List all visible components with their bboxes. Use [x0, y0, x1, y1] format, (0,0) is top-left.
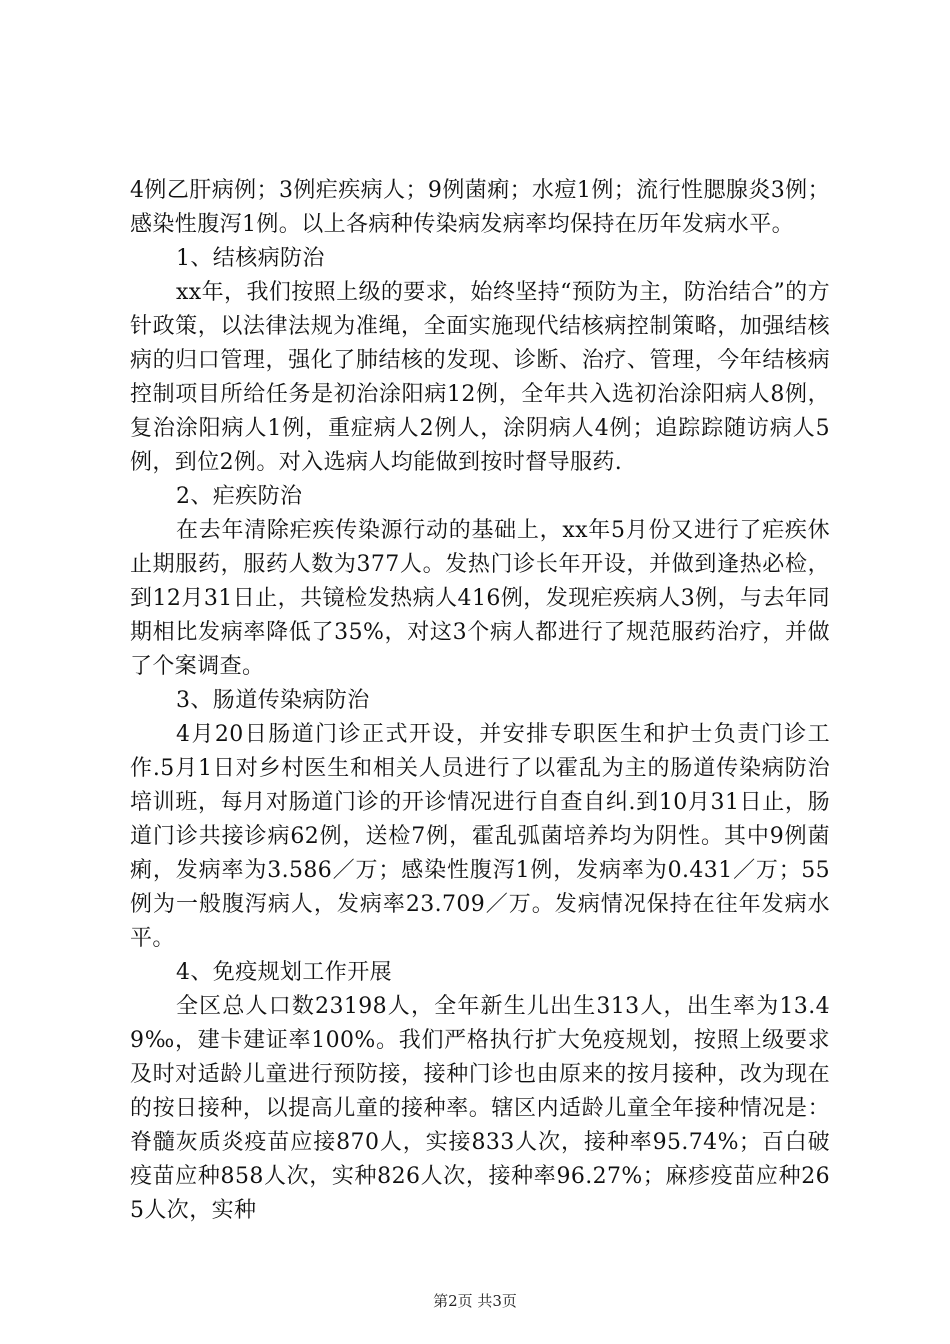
paragraph: 4例乙肝病例；3例疟疾病人；9例菌痢；水痘1例；流行性腮腺炎3例；感染性腹泻1例。以上各病种传染病发病率均保持在历年发病水平。	[130, 178, 830, 237]
section-heading: 4、免疫规划工作开展	[176, 960, 392, 985]
document-body	[130, 174, 830, 1228]
paragraph: 4月20日肠道门诊正式开设，并安排专职医生和护士负责门诊工作.5月1日对乡村医生和相关人员进行了以霍乱为主的肠道传染病防治培训班，每月对肠道门诊的开诊情况进行自查自纠.到10月31日止，肠道门诊共接诊病62例，送检7例，霍乱弧菌培养均为阴性。其中9例菌痢，发病率为3.586／万；感染性腹泻1例，发病率为0.431／万；55例为一般腹泻病人，发病率23.709／万。发病情况保持在往年发病水平。	[130, 722, 830, 951]
paragraph: xx年，我们按照上级的要求，始终坚持“预防为主，防治结合”的方针政策，以法律法规为准绳，全面实施现代结核病控制策略，加强结核病的归口管理，强化了肺结核的发现、诊断、治疗、管理，今年结核病控制项目所给任务是初治涂阳病12例，全年共入选初治涂阳病人8例，复治涂阳病人1例，重症病人2例人，涂阴病人4例；追踪踪随访病人5例，到位2例。对入选病人均能做到按时督导服药.	[130, 280, 830, 475]
section-heading: 2、疟疾防治	[176, 484, 303, 509]
paragraph: 在去年清除疟疾传染源行动的基础上，xx年5月份又进行了疟疾休止期服药，服药人数为377人。发热门诊长年开设，并做到逢热必检，到12月31日止，共镜检发热病人416例，发现疟疾病人3例，与去年同期相比发病率降低了35%，对这3个病人都进行了规范服药治疗，并做了个案调查。	[130, 518, 830, 679]
paragraph: 全区总人口数23198人，全年新生儿出生313人，出生率为13.49‰，建卡建证率100%。我们严格执行扩大免疫规划，按照上级要求及时对适龄儿童进行预防接，接种门诊也由原来的按月接种，改为现在的按日接种，以提高儿童的接种率。辖区内适龄儿童全年接种情况是：脊髓灰质炎疫苗应接870人，实接833人次，接种率95.74%；百白破疫苗应种858人次，实种826人次，接种率96.27%；麻疹疫苗应种265人次，实种	[130, 994, 830, 1223]
section-heading: 1、结核病防治	[176, 246, 325, 271]
section-heading: 3、肠道传染病防治	[176, 688, 370, 713]
page-number-footer: 第2页 共3页	[433, 1292, 517, 1310]
